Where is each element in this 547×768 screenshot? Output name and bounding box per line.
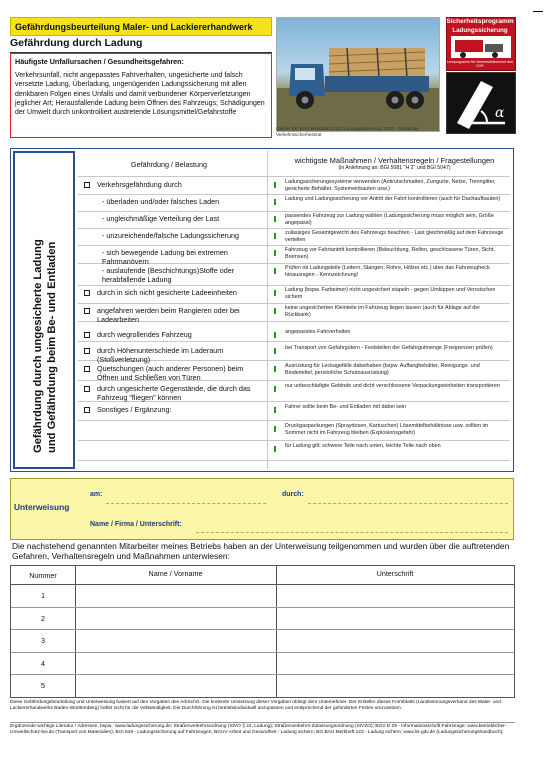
side-label-graphic bbox=[15, 153, 73, 467]
side-label-line1: Gefährdung durch ungesicherte Ladung bbox=[32, 239, 44, 453]
measure-marker bbox=[274, 446, 276, 452]
measure-text: nur unbeschädigte Gebinde und dicht verschlossene Verpackungseinheiten transportieren bbox=[285, 383, 500, 389]
hazard-text: durch Höhenunterschiede im Laderaum (Stoßverletzung) bbox=[97, 346, 224, 364]
measure-text: angepasstes Fahrverhalten bbox=[285, 329, 351, 335]
measure-text: für Ladung gilt: schwere Teile nach unten, leichte Teile nach oben bbox=[285, 443, 441, 449]
measure-marker bbox=[274, 407, 276, 413]
row-divider bbox=[78, 420, 510, 421]
header-number: Nummer bbox=[29, 571, 57, 580]
hazard-checkbox[interactable] bbox=[84, 366, 90, 372]
hazard-text: durch wegrollendes Fahrzeug bbox=[97, 330, 192, 339]
logo-line3: Lernprogramm für Verkehrsteilnehmer des DVR bbox=[447, 60, 513, 68]
header-title: Gefährdungsbeurteilung Maler- und Lackiererhandwerk bbox=[15, 21, 253, 32]
instruction-date-label: am: bbox=[90, 491, 103, 498]
logo-line1: Sicherheitsprogramm bbox=[446, 18, 514, 25]
warning-sign-icon bbox=[446, 72, 516, 134]
header-signature: Unterschrift bbox=[376, 569, 414, 578]
hazard-text: - auslaufende (Beschichtungs)Stoffe oder herabfallende Ladung bbox=[102, 266, 235, 284]
hazard-text: - sich bewegende Ladung bei extremen Fahrmanövern bbox=[102, 248, 228, 266]
participants-table bbox=[10, 565, 515, 698]
measure-text: Prüfen ob Ladungsteile (Leitern, Stangen, Rohre, Hölzer etc.) über das Fahrzeugheck hinausragen - Kennzeichnung! bbox=[285, 265, 490, 278]
participant-number: 5 bbox=[41, 681, 45, 691]
tilt-warning-icon bbox=[447, 73, 515, 133]
hazard-text: - ungleichmäßige Verteilung der Last bbox=[102, 214, 220, 223]
row-divider bbox=[78, 303, 510, 304]
footer-disclaimer: Diese Gefährdungsbeurteilung und Unterweisung basiert auf den Vorgaben des ArbSchG. Die konkrete Umsetzung dieser Vorgaben obliegt dem Unternehmer. Der Ersteller dieses Formblatts (Landesinnungsverband des Maler- und Lackiererhandwerks Baden-Württemberg) haftet nicht für die Vollständigkeit. Die Durchführung ist betriebsindividuell anzupassen und entsprechend der geforderten Fristen umzusetzen. bbox=[10, 700, 501, 712]
hazard-checkbox[interactable] bbox=[84, 182, 90, 188]
hazard-checkbox[interactable] bbox=[84, 332, 90, 338]
row-divider bbox=[78, 176, 510, 177]
measure-text: bei Transport von Gefahrgütern - Feststellen der Gefahrgutmenge (Freigrenzen prüfen) bbox=[285, 345, 493, 351]
participant-signature-field[interactable] bbox=[277, 630, 513, 651]
hazard-text: Verkehrsgefährdung durch bbox=[97, 180, 182, 189]
measure-marker bbox=[274, 386, 276, 392]
truck-photo bbox=[276, 17, 440, 132]
measure-text: zulässiges Gesamtgewicht des Fahrzeugs beachten - Last gleichmäßig auf dem Fahrzeuge verteilen bbox=[285, 230, 504, 243]
participant-name-field[interactable] bbox=[76, 653, 275, 674]
hazard-text: - unzureichende/falsche Ladungssicherung bbox=[102, 231, 240, 240]
measure-marker bbox=[274, 290, 276, 296]
measure-text: Druckgaspackungen (Spraydosen, Kartuschen) Lösemittelbehältnisse usw. sollten im Sommer nicht im Fahrzeug bleiben (Explosionsgefahr) bbox=[285, 423, 489, 436]
participant-number: 2 bbox=[41, 613, 45, 623]
participant-signature-field[interactable] bbox=[277, 608, 513, 629]
side-label-box bbox=[13, 151, 75, 469]
svg-text:Gefährdung durch ungesicherte bbox=[32, 239, 44, 453]
participant-number: 4 bbox=[41, 658, 45, 668]
measure-text: Fahrer sollte beim Be- und Entladen mit dabei sein bbox=[285, 404, 407, 410]
measure-marker bbox=[274, 308, 276, 314]
instruction-by-label: durch: bbox=[282, 491, 304, 498]
svg-text:α: α bbox=[495, 105, 505, 121]
footer-literature: Ergänzende wichtige Literatur / Adressen, bspw.: www.ladungssicherung.de; Straßenverkehrsordnung (StVO § 22, Ladung); Straßenverkehrs-Zulassungsordnung (StVZO); BGV D 29 - Informationsschrift Fahrzeuge; www.betrieblicher-Umweltschutz-bw.de (Transport von Materialien); BGI 649 - Ladungssicherung auf Fahrzeugen; BGUV Arbeit und Gesundheit - Ladung sichern; BG BAU Merkheft 123 - Ladung sichern; www.lis-gdv.de (Ladungssicherungshandbuch); bbox=[10, 724, 507, 736]
date-field-line[interactable] bbox=[106, 503, 266, 504]
hazard-checkbox[interactable] bbox=[84, 308, 90, 314]
measure-marker bbox=[274, 182, 276, 188]
row-divider bbox=[78, 460, 510, 461]
participant-signature-field[interactable] bbox=[277, 653, 513, 674]
measure-text: Ladung und Ladungssicherung vor Antritt der Fahrt kontrollieren (auch für Dachaufbauten) bbox=[285, 196, 501, 202]
row-divider bbox=[78, 211, 510, 212]
truck-illustration bbox=[277, 18, 439, 131]
side-label-line2: und Gefährdung beim Be- und Entladen bbox=[46, 241, 58, 453]
measure-marker bbox=[274, 426, 276, 432]
name-field-line[interactable] bbox=[196, 532, 508, 533]
measure-marker bbox=[274, 366, 276, 372]
participant-number: 3 bbox=[41, 636, 45, 646]
header-name: Name / Vorname bbox=[148, 569, 203, 578]
measures-header-sub: (in Anlehnung an: BGI 5081 "H 2" und BGI 5047) bbox=[338, 165, 451, 171]
measure-text: Fahrzeug vor Fahrtantritt kontrollieren (Beleuchtung, Reifen, geschlossene Türen, Sicht, Bremsen) bbox=[285, 247, 495, 260]
photo-caption: Quelle: BG BAU Merkblatt D 123 Ladungssicherung; DVR - Deutscher Verkehrssicherheitsrat bbox=[276, 126, 419, 137]
measure-text: Ausrüstung für Leckagefälle dabeihaben (bspw. Auffangbehälter, Reinigungs- und Bindemittel, persönliche Schutzausrüstung) bbox=[285, 363, 480, 376]
hazard-column-header: Gefährdung / Belastung bbox=[131, 160, 207, 169]
instruction-name-label: Name / Firma / Unterschrift: bbox=[90, 521, 182, 528]
document-header bbox=[10, 17, 272, 36]
logo-line2: Ladungssicherung bbox=[452, 27, 508, 34]
row-divider bbox=[78, 228, 510, 229]
measure-marker bbox=[274, 233, 276, 239]
instruction-box bbox=[10, 478, 514, 540]
measure-marker bbox=[274, 268, 276, 274]
hazard-text: Quetschungen (auch anderer Personen) beim Öffnen und Schließen von Türen bbox=[97, 364, 244, 382]
causes-text: Verkehrsunfall, nicht angepasstes Fahrverhalten, ungesicherte und falsch versetzte Ladung, Überladung, ungenügenden Ladungssicherung mit allen denkbaren Folgen eines Unfalls und damit verbundener Körperverletzungen jeglicher Art; Herausfallende Ladung beim Öffnen des Fahrzeugs; Schädigungen der Umwelt durch unkontrolliert austretende Lösungsmittel/Gefahrstoffe bbox=[15, 72, 265, 117]
participants-intro: Die nachstehend genannten Mitarbeiter meines Betriebs haben an der Unterweisung teilgenommen und wurden über die auftretenden Gefahren, Verhaltensregeln und Maßnahmen unterwiesen: bbox=[12, 541, 510, 562]
hazard-text: durch ungesicherte Gegenstände, die durch das Fahrzeug "fliegen" können bbox=[97, 384, 251, 402]
measure-text: keine ungesicherten Kleinteile im Fahrzeug liegen lassen (auch für Ablage auf der Rückbank) bbox=[285, 305, 481, 318]
section-title: Gefährdung durch Ladung bbox=[10, 37, 272, 53]
measure-text: Ladungssicherungssysteme verwenden (Antirutschmatten, Zurrgurte, Netze, Trenngitter, gesicherte Behälter, Systemeinbauten usw.) bbox=[285, 179, 496, 192]
measure-marker bbox=[274, 250, 276, 256]
corner-mark bbox=[533, 11, 543, 12]
hazard-checkbox[interactable] bbox=[84, 348, 90, 354]
hazard-checkbox[interactable] bbox=[84, 407, 90, 413]
row-divider bbox=[78, 341, 510, 342]
measure-text: Ladung (bspw. Farbeimer) nicht ungesichert stapeln - gegen Umkippen und Verrutschen sichern bbox=[285, 287, 496, 300]
measures-column-header bbox=[282, 156, 507, 172]
by-field-line[interactable] bbox=[308, 503, 508, 504]
hazard-text: Sonstiges / Ergänzung: bbox=[97, 405, 172, 414]
measure-marker bbox=[274, 216, 276, 222]
row-divider bbox=[78, 440, 510, 441]
hazard-text: - überladen und/oder falsches Laden bbox=[102, 197, 220, 206]
participant-name-field[interactable] bbox=[76, 585, 275, 606]
svg-text:und Gefährdung beim Be- und En bbox=[46, 242, 58, 453]
hazard-checkbox[interactable] bbox=[84, 290, 90, 296]
participant-name-field[interactable] bbox=[76, 675, 275, 696]
measure-marker bbox=[274, 199, 276, 205]
footer-divider bbox=[10, 722, 515, 723]
hazard-text: durch in sich nicht gesicherte Ladeeinheiten bbox=[97, 288, 237, 297]
causes-box bbox=[10, 53, 272, 138]
hazard-checkbox[interactable] bbox=[84, 386, 90, 392]
instruction-label: Unterweisung bbox=[14, 502, 70, 512]
causes-heading: Häufigste Unfallursachen / Gesundheitsgefahren: bbox=[15, 57, 184, 66]
participant-signature-field[interactable] bbox=[277, 675, 513, 696]
row-divider bbox=[78, 245, 510, 246]
row-divider bbox=[78, 194, 510, 195]
measure-marker bbox=[274, 332, 276, 338]
participant-signature-field[interactable] bbox=[277, 585, 513, 606]
participant-number: 1 bbox=[41, 591, 45, 600]
participant-name-field[interactable] bbox=[76, 608, 275, 629]
participant-name-field[interactable] bbox=[76, 630, 275, 651]
row-divider bbox=[78, 285, 510, 286]
hazard-text: angefahren werden beim Rangieren oder bei Ladearbeiten bbox=[97, 306, 240, 324]
measures-header-title: wichtigste Maßnahmen / Verhaltensregeln / Fragestellungen bbox=[294, 156, 495, 165]
measure-marker bbox=[274, 348, 276, 354]
measure-text: passendes Fahrzeug zur Ladung wählen (Ladungssicherung muss möglich sein, Größe angepasst) bbox=[285, 213, 494, 226]
column-separator bbox=[267, 151, 268, 469]
